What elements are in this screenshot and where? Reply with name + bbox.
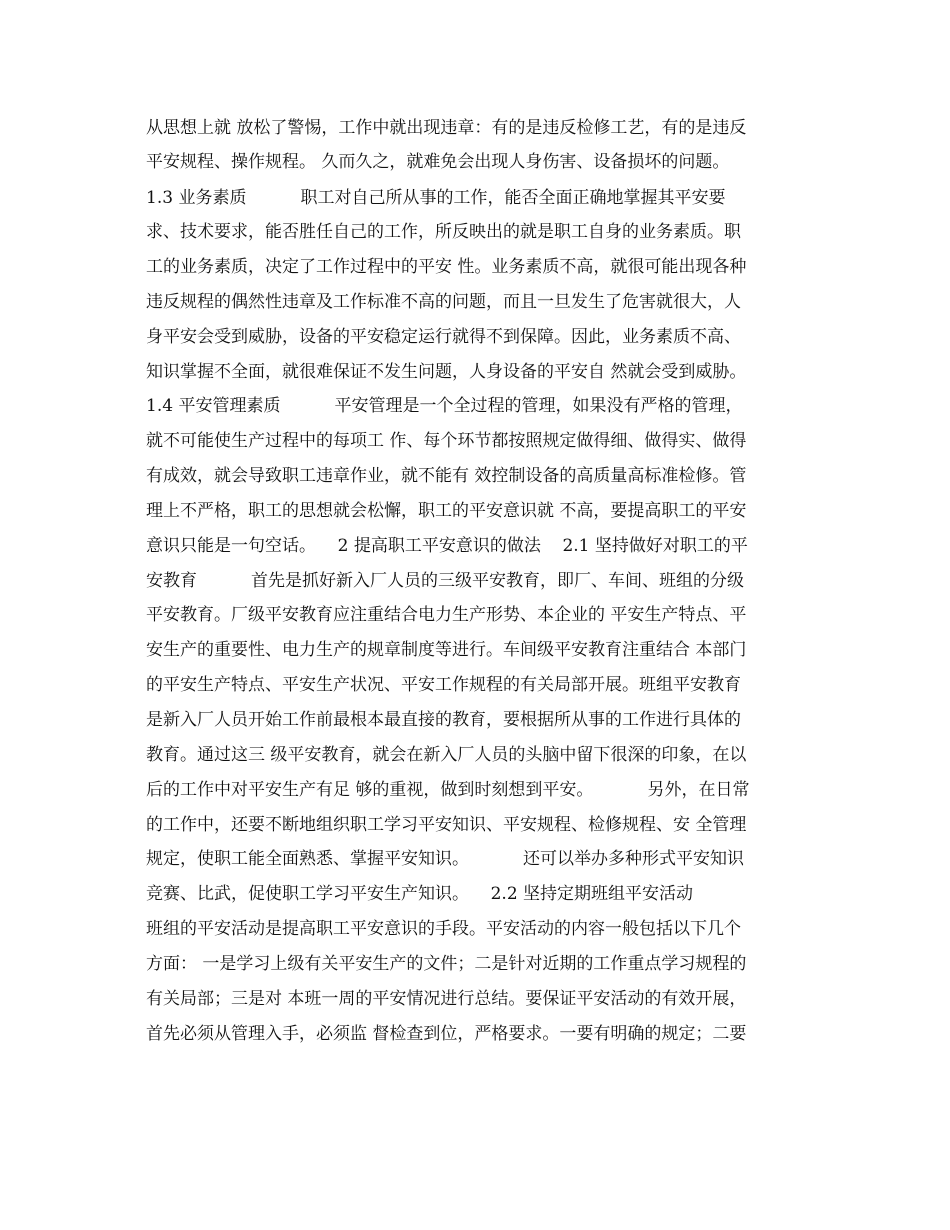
text-line: 有成效，就会导致职工违章作业，就不能有 效控制设备的高质量高标准检修。管	[146, 466, 747, 486]
text-line: 就不可能使生产过程中的每项工 作、每个环节都按照规定做得细、做得实、做得	[146, 431, 747, 451]
text-line: 竞赛、比武，促使职工学习平安生产知识。 2.2 坚持定期班组平安活动	[146, 884, 694, 904]
text-line: 安教育 首先是抓好新入厂人员的三级平安教育，即厂、车间、班组的分级	[146, 571, 745, 591]
text-line: 的工作中，还要不断地组织职工学习平安知识、平安规程、检修规程、安 全管理	[146, 815, 747, 835]
text-line: 平安教育。厂级平安教育应注重结合电力生产形势、本企业的 平安生产特点、平	[146, 605, 747, 625]
text-line: 平安规程、操作规程。 久而久之，就难免会出现人身伤害、设备损坏的问题。	[146, 152, 730, 172]
text-line: 是新入厂人员开始工作前最根本最直接的教育，要根据所从事的工作进行具体的	[146, 710, 741, 730]
text-line: 教育。通过这三 级平安教育，就会在新入厂人员的头脑中留下很深的印象，在以	[146, 745, 747, 765]
text-line: 有关局部；三是对 本班一周的平安情况进行总结。要保证平安活动的有效开展，	[146, 989, 747, 1009]
text-line: 知识掌握不全面，就很难保证不发生问题，人身设备的平安自 然就会受到威胁。	[146, 362, 747, 382]
text-line: 1.4 平安管理素质 平安管理是一个全过程的管理，如果没有严格的管理，	[146, 396, 743, 416]
text-line: 工的业务素质，决定了工作过程中的平安 性。业务素质不高，就很可能出现各种	[146, 257, 747, 277]
text-line: 安生产的重要性、电力生产的规章制度等进行。车间级平安教育注重结合 本部门	[146, 640, 747, 660]
text-line: 首先必须从管理入手，必须监 督检查到位，严格要求。一要有明确的规定；二要	[146, 1024, 747, 1044]
text-line: 意识只能是一句空话。 2 提高职工平安意识的做法 2.1 坚持做好对职工的平	[146, 536, 748, 556]
text-line: 方面： 一是学习上级有关平安生产的文件；二是针对近期的工作重点学习规程的	[146, 954, 747, 974]
text-line: 求、技术要求，能否胜任自己的工作，所反映出的就是职工自身的业务素质。职	[146, 222, 741, 242]
text-line: 身平安会受到威胁，设备的平安稳定运行就得不到保障。因此，业务素质不高、	[146, 327, 741, 347]
text-line: 规定，使职工能全面熟悉、掌握平安知识。 还可以举办多种形式平安知识	[146, 849, 745, 869]
text-line: 班组的平安活动是提高职工平安意识的手段。平安活动的内容一般包括以下几个	[146, 919, 741, 939]
text-line: 后的工作中对平安生产有足 够的重视，做到时刻想到平安。 另外，在日常	[146, 780, 750, 800]
text-line: 理上不严格，职工的思想就会松懈，职工的平安意识就 不高，要提高职工的平安	[146, 501, 747, 521]
text-line: 违反规程的偶然性违章及工作标准不高的问题，而且一旦发生了危害就很大，人	[146, 292, 741, 312]
text-line: 从思想上就 放松了警惕，工作中就出现违章：有的是违反检修工艺，有的是违反	[146, 118, 747, 138]
text-line: 的平安生产特点、平安生产状况、平安工作规程的有关局部开展。班组平安教育	[146, 675, 741, 695]
text-line: 1.3 业务素质 职工对自己所从事的工作，能否全面正确地掌握其平安要	[146, 188, 726, 208]
